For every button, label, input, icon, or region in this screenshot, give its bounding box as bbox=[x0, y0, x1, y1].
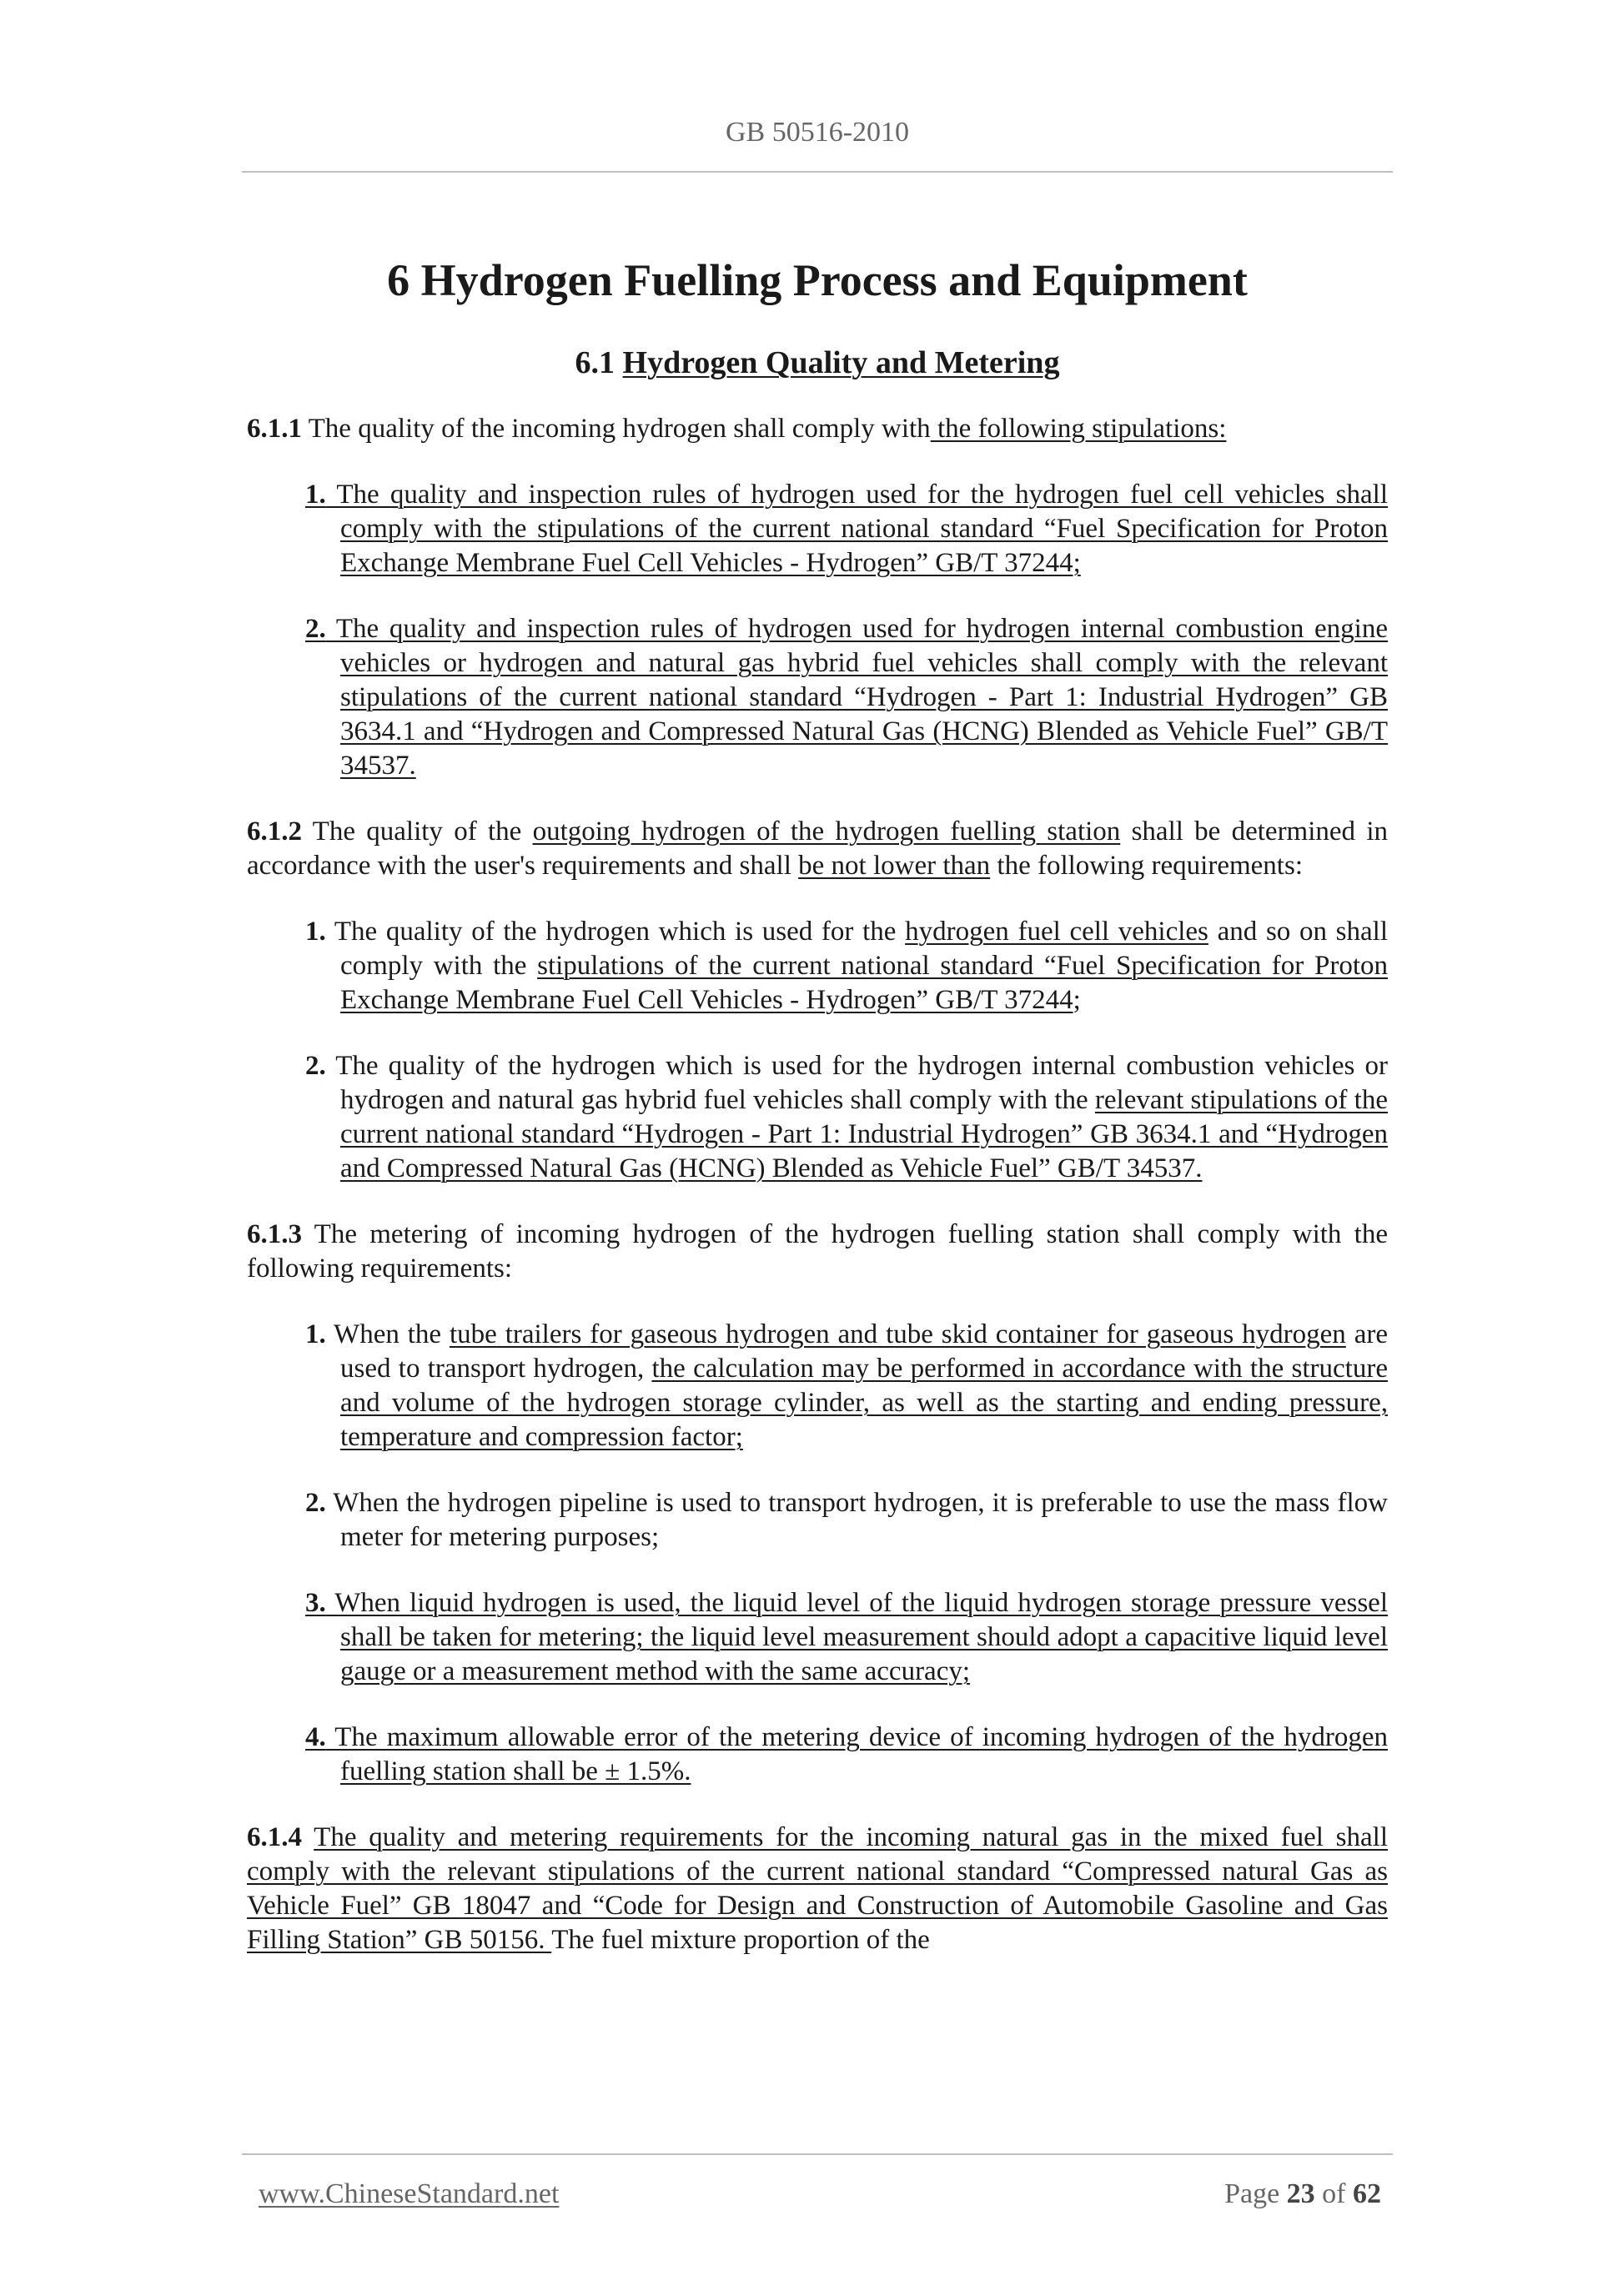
clause-text: The metering of incoming hydrogen of the hydrogen fuelling station shall comply with the following requirements: bbox=[247, 1219, 1388, 1284]
clause-6-1-3-item-2 bbox=[247, 1486, 1388, 1555]
item-text-underlined: hydrogen fuel cell vehicles bbox=[905, 917, 1208, 947]
running-header: GB 50516-2010 bbox=[725, 117, 910, 148]
clause-6-1-3 bbox=[247, 1218, 1388, 1286]
clause-number: 6.1.1 bbox=[247, 414, 302, 444]
clause-text: shall be determined in accordance with the user's requirements and shall bbox=[247, 816, 1388, 881]
clause-6-1-1-item-2 bbox=[247, 612, 1388, 783]
item-text-underlined: The maximum allowable error of the metering device of incoming hydrogen of the hydrogen fuelling station shall be ± 1.5%. bbox=[325, 1722, 1388, 1786]
item-number: 4. bbox=[305, 1722, 326, 1752]
clause-text-underlined: The quality and metering requirements for the incoming natural gas in the mixed fuel shall comply with the relevant stipulations of the current national standard “Compressed natural Gas as Vehicle Fuel” GB 18047 and “Code for Design and Construction of Automobile Gasoline and Gas Filling Station” GB 50156. bbox=[247, 1822, 1388, 1955]
item-number: 2. bbox=[305, 614, 326, 644]
item-number: 2. bbox=[305, 1488, 326, 1518]
section-heading bbox=[247, 342, 1388, 384]
item-text: The quality of the hydrogen which is used for the hydrogen internal combustion vehicles or hydrogen and natural gas hybrid fuel vehicles shall comply with the bbox=[325, 1051, 1388, 1115]
clause-text-underlined: outgoing hydrogen of the hydrogen fuelling station bbox=[532, 816, 1121, 847]
item-text: When the bbox=[325, 1319, 450, 1349]
clause-text: The fuel mixture proportion of the bbox=[551, 1925, 930, 1955]
section-title: Hydrogen Quality and Metering bbox=[622, 345, 1060, 380]
item-text-underlined: tube trailers for gaseous hydrogen and tube skid container for gaseous hydrogen bbox=[449, 1319, 1346, 1349]
item-number: 1. bbox=[305, 917, 326, 947]
clause-6-1-3-item-1 bbox=[247, 1318, 1388, 1454]
clause-6-1-2 bbox=[247, 815, 1388, 883]
clause-6-1-3-item-4 bbox=[247, 1721, 1388, 1789]
clause-6-1-1 bbox=[247, 412, 1388, 446]
clause-text: The quality of the bbox=[302, 816, 533, 847]
clause-number: 6.1.4 bbox=[247, 1822, 302, 1852]
clause-6-1-3-item-3 bbox=[247, 1586, 1388, 1689]
clause-text-underlined: the following stipulations: bbox=[930, 414, 1227, 444]
item-text: When the hydrogen pipeline is used to transport hydrogen, it is preferable to use the mass flow meter for metering purposes; bbox=[325, 1488, 1388, 1552]
item-text-underlined: the calculation may be performed in accordance with the structure and volume of the hydrogen storage cylinder, as well as the starting and ending pressure, temperature and compression factor; bbox=[340, 1354, 1388, 1452]
item-number: 1. bbox=[305, 480, 326, 510]
item-text-underlined: relevant stipulations of the current national standard “Hydrogen - Part 1: Industrial Hydrogen” GB 3634.1 and “Hydrogen and Compressed Natural Gas (HCNG) Blended as Vehicle Fuel” GB/T 34537. bbox=[340, 1085, 1388, 1183]
clause-6-1-2-item-1 bbox=[247, 915, 1388, 1017]
page-body bbox=[247, 250, 1388, 1989]
clause-number: 6.1.3 bbox=[247, 1219, 302, 1249]
clause-text-underlined: be not lower than bbox=[798, 851, 991, 881]
clause-6-1-2-item-2 bbox=[247, 1049, 1388, 1186]
item-number: 2. bbox=[305, 1051, 326, 1081]
header-divider bbox=[242, 171, 1393, 173]
clause-text: The quality of the incoming hydrogen shall comply with bbox=[302, 414, 931, 444]
page-total: 62 bbox=[1353, 2178, 1381, 2209]
footer-site-link[interactable]: www.ChineseStandard.net bbox=[259, 2178, 560, 2209]
clause-6-1-4 bbox=[247, 1821, 1388, 1957]
item-text: ; bbox=[1073, 985, 1081, 1015]
clause-6-1-1-item-1 bbox=[247, 478, 1388, 580]
of-label: of bbox=[1322, 2178, 1346, 2209]
item-text: The quality of the hydrogen which is used for the bbox=[325, 917, 906, 947]
item-text: The quality and inspection rules of hydrogen used for hydrogen internal combustion engine vehicles or hydrogen and natural gas hybrid fuel vehicles shall comply with the relevant stipulations of the current national standard “Hydrogen - Part 1: Industrial Hydrogen” GB 3634.1 and “Hydrogen and Compressed Natural Gas (HCNG) Blended as Vehicle Fuel” GB/T 34537. bbox=[325, 614, 1388, 781]
item-number: 1. bbox=[305, 1319, 326, 1349]
item-text-underlined: stipulations of the current national standard “Fuel Specification for Proton Exchange Membrane Fuel Cell Vehicles - Hydrogen” GB/T 37244 bbox=[340, 951, 1389, 1015]
chapter-title: 6 Hydrogen Fuelling Process and Equipment bbox=[387, 255, 1248, 305]
clause-number: 6.1.2 bbox=[247, 816, 302, 847]
item-text: and so on shall comply with the bbox=[340, 917, 1388, 981]
page-label: Page bbox=[1224, 2178, 1280, 2209]
item-text: The quality and inspection rules of hydrogen used for the hydrogen fuel cell vehicles shall comply with the stipulations of the current national standard “Fuel Specification for Proton Exchange Membrane Fuel Cell Vehicles - Hydrogen” GB/T 37244; bbox=[325, 480, 1388, 578]
clause-text: the following requirements: bbox=[990, 851, 1303, 881]
section-number: 6.1 bbox=[575, 345, 616, 380]
item-text-underlined: When liquid hydrogen is used, the liquid level of the liquid hydrogen storage pressure vessel shall be taken for metering; the liquid level measurement should adopt a capacitive liquid level gauge or a measurement method with the same accuracy; bbox=[325, 1588, 1388, 1686]
item-number: 3. bbox=[305, 1588, 326, 1618]
page-number: 23 bbox=[1286, 2178, 1315, 2209]
page-indicator bbox=[1224, 2178, 1381, 2210]
footer-divider bbox=[242, 2153, 1393, 2155]
item-text: are used to transport hydrogen, bbox=[340, 1319, 1388, 1384]
